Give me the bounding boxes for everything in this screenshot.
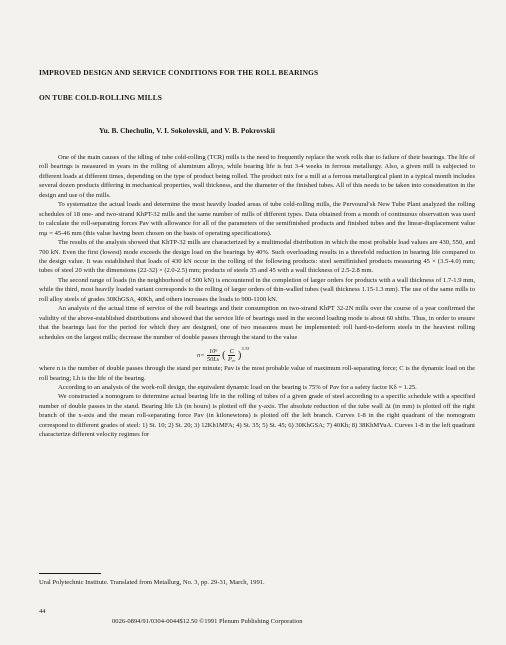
formula-inner-numerator: C: [229, 348, 234, 356]
paragraph: One of the main causes of the idling of tube cold-rolling (TCR) mills is the need to frequently replace the work rolls due to failure of their bearings. The life of roll bearings is measured in years in the rolling of aluminum alloys, while bearing life is but 3-4 weeks in ferrous metallurgy. Also, a given mill is subjected to different loads at different times, depending on the type of product being rolled. The product mix for a mill at a ferrous metallurgical plant in a typical month includes several dozen products differing in mechanical properties, wall thickness, and the diameter of the finished tubes. All of this needs to be taken into consideration in the design and use of the mills.: [39, 154, 475, 199]
formula-fraction: [207, 348, 220, 363]
formula-inner-fraction: [228, 348, 235, 363]
article-body: [39, 153, 475, 440]
paragraph: We constructed a nomogram to determine actual bearing life in the rolling of tubes of a given grade of steel according to a specific schedule with a specified number of double passes in the stand. Bearing life Lh (in hours) is plotted off the y-axis. The absolute reduction of the tube wall Δt (in mm) is plotted off the right branch of the x-axis and the mean roll-separating force Pav (in kilonewtons) is plotted off the left branch. Curves 1-8 in the right quadrant of the nomogram correspond to different grades of steel: 1) St. 10; 2) St. 20; 3) 12Kh1MFA; 4) St. 35; 5) St. 45; 6) 30KhGSA; 7) 40Kh; 8) 38KhMYuA. Curves 1-8 in the left quadrant characterize different velocity regimes for: [39, 393, 475, 439]
article-title-line-2: ON TUBE COLD-ROLLING MILLS: [39, 93, 163, 102]
paragraph: The results of the analysis showed that KhTP-32 mills are characterized by a multimodal distribution in which the most probable load values are 430, 550, and 700 kN. Even the first (lowest) mode exceeds the design load on the bearings by 40%. Such overloading results in a threefold reduction in bearing life compared to the design value. It was established that loads of 430 kN occur in the rolling of the following products: steel semifinished products measuring 45 × (3.5-4.0) mm; tubes of steel 20 with the dimensions (22-32) × (2.0-2.5) mm; products of steels 35 and 45 with a wall thickness of 2.5-2.8 mm.: [39, 239, 475, 275]
formula-lhs: n=: [197, 352, 205, 360]
page-number: 44: [39, 608, 46, 615]
formula-denominator: 50Lₕ: [206, 356, 220, 364]
formula-open-paren: (: [222, 349, 226, 361]
author-list: Yu. B. Chechulin, V. I. Sokolovskii, and V. B. Pokrovskii: [99, 126, 275, 135]
paragraph: To systematize the actual loads and determine the most heavily loaded areas of tube cold-rolling mills, the Pervouralʹsk New Tube Plant analyzed the rolling schedules of 18 one- and two-strand KhPT-32 mills and the same number of mills of different types. Data obtained from a month of continuous observation was used to calculate the roll-separating forces Pav with allowance for all of the parameters of the semifinished products and finished tubes and the linear-displacement value mμ = 45-46 mm (this value having been chosen on the basis of operating specifications).: [39, 201, 475, 237]
bearing-life-formula: [39, 342, 475, 364]
footnote-rule: [39, 573, 101, 574]
paragraph: The second range of loads (in the neighborhood of 500 kN) is encountered in the completion of larger orders for products with a wall thickness of 1.7-1.9 mm, while the third, most heavily loaded variant corresponds to the rolling of larger orders of thin-walled tubes (wall thickness 1.15-1.3 mm). The use of the same mills to roll alloy steels of grades 30KhGSA, 40Kh, and others increases the loads to 900-1100 kN.: [39, 276, 475, 303]
footnote: Ural Polytechnic Institute. Translated from Metallurg, No. 3, pp. 29-31, March, 1991.: [39, 579, 265, 586]
formula-close-paren: ): [238, 349, 242, 361]
paragraph: where n is the number of double passes through the stand per minute; Pav is the most probable value of maximum roll-separating force; C is the dynamic load on the roll bearing; Lh is the life of the bearing.: [39, 365, 475, 382]
journal-reference: 0026-0894/91/0304-0044$12.50 ©1991 Plenum Publishing Corporation: [112, 618, 303, 625]
formula-inner-denominator: Pₐᵥ: [228, 356, 236, 364]
article-title-line-1: IMPROVED DESIGN AND SERVICE CONDITIONS FOR THE ROLL BEARINGS: [39, 68, 319, 77]
formula-numerator: 10⁶: [207, 348, 220, 356]
formula-exponent: 3.33: [241, 346, 250, 352]
paragraph: An analysis of the actual time of service of the roll bearings and their consumption on two-strand KhPT 32-2N mills over the course of a year confirmed the validity of the above-established distributions and showed that the service life of bearings used in the second loading mode is about 60 shifts. Thus, in order to ensure that the bearings last for the period for which they are designed, one of two measures must be implemented: roll hard-to-deform steels in the heaviest rolling schedules on the largest mills; decrease the number of double passes through the stand to the value: [39, 305, 475, 341]
paragraph: According to an analysis of the work-roll design, the equivalent dynamic load on the bearing is 75% of Pav for a safety factor Kδ = 1.25.: [58, 383, 417, 391]
